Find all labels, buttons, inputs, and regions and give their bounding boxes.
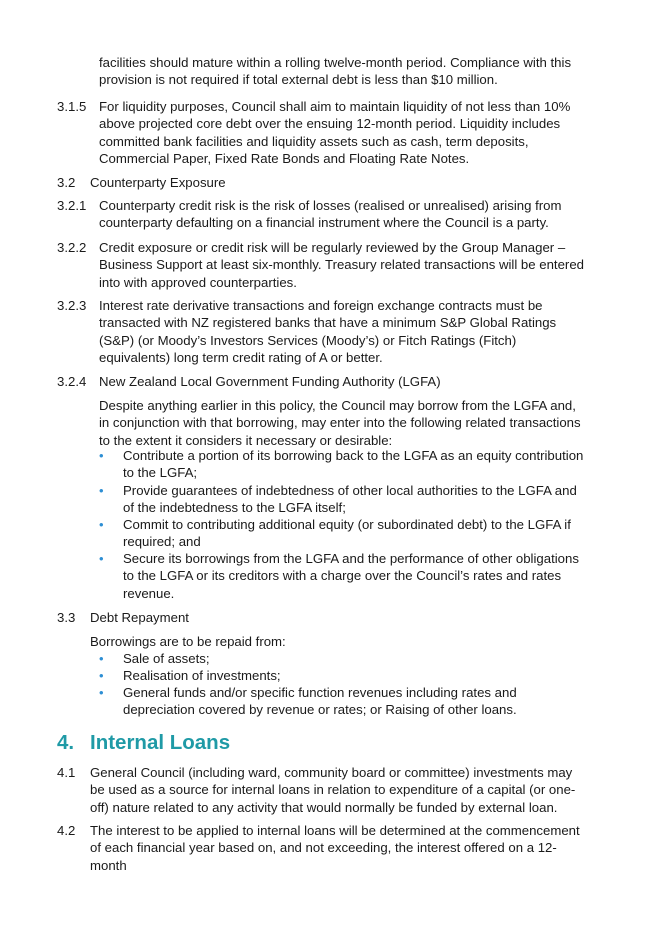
bullet-icon: • <box>99 651 104 666</box>
section-title: Counterparty Exposure <box>90 175 226 190</box>
clause-number: 3.1.5 <box>57 99 87 114</box>
clause-number: 3.2.3 <box>57 298 87 313</box>
paragraph-text: Despite anything earlier in this policy, the Council may borrow from the LGFA and, in conjunction with that borrowing, may enter into the following related transactions to the extent it considers it necessary or desirable: <box>99 398 581 448</box>
clause-text: For liquidity purposes, Council shall aim to maintain liquidity of not less than 10% above projected core debt over the ensuing 12-month period. Liquidity includes committed bank facilities and liquidity assets such as cash, term deposits, Commercial Paper, Fixed Rate Bonds and Floating Rate Notes. <box>99 99 571 167</box>
bullet-text: General funds and/or specific function revenues including rates and depreciation covered by revenue or rates; or Raising of other loans. <box>123 685 517 718</box>
bullet-icon: • <box>99 551 104 566</box>
section-title: Debt Repayment <box>90 610 189 625</box>
clause-text: Credit exposure or credit risk will be regularly reviewed by the Group Manager – Business Support at least six-monthly. Treasury related transactions will be entered into with approved counterparties. <box>99 240 584 290</box>
clause-number: 4.1 <box>57 765 76 780</box>
heading-title: Internal Loans <box>90 731 231 754</box>
clause-number: 3.2.2 <box>57 240 87 255</box>
section-number: 3.2 <box>57 175 76 190</box>
bullet-text: Contribute a portion of its borrowing back to the LGFA as an equity contribution to the LGFA; <box>123 448 584 481</box>
clause-number: 3.2.1 <box>57 198 87 213</box>
clause-text: Interest rate derivative transactions and foreign exchange contracts must be transacted with NZ registered banks that have a minimum S&P Global Ratings (S&P) (or Moody’s Investors Services (Moody’s) or Fitch Ratings (Fitch) equivalents) long term credit rating of A or better. <box>99 298 557 366</box>
bullet-icon: • <box>99 483 104 498</box>
heading-number: 4. <box>57 731 75 754</box>
bullet-text: Realisation of investments; <box>123 668 281 683</box>
clause-text: Counterparty credit risk is the risk of losses (realised or unrealised) arising from counterparty defaulting on a financial instrument where the Council is a party. <box>99 198 562 231</box>
clause-number: 3.2.4 <box>57 374 87 389</box>
clause-text: The interest to be applied to internal loans will be determined at the commencement of each financial year based on, and not exceeding, the interest offered on a 12-month <box>90 823 580 873</box>
section-number: 3.3 <box>57 610 76 625</box>
paragraph-text: Borrowings are to be repaid from: <box>90 634 286 649</box>
bullet-text: Secure its borrowings from the LGFA and the performance of other obligations to the LGFA or its creditors with a charge over the Council’s rates and rates revenue. <box>123 551 579 601</box>
bullet-icon: • <box>99 517 104 532</box>
bullet-text: Sale of assets; <box>123 651 210 666</box>
bullet-text: Commit to contributing additional equity (or subordinated debt) to the LGFA if required; and <box>123 517 571 550</box>
clause-title: New Zealand Local Government Funding Authority (LGFA) <box>99 374 441 389</box>
clause-number: 4.2 <box>57 823 76 838</box>
intro-text: facilities should mature within a rolling twelve-month period. Compliance with this provision is not required if total external debt is less than $10 million. <box>99 55 572 88</box>
bullet-icon: • <box>99 668 104 683</box>
bullet-text: Provide guarantees of indebtedness of other local authorities to the LGFA and of the indebtedness to the LGFA itself; <box>123 483 577 516</box>
clause-text: General Council (including ward, community board or committee) investments may be used as a source for internal loans in relation to expenditure of a capital (or one-off) nature related to any activity that would normally be funded by external loan. <box>90 765 576 815</box>
bullet-icon: • <box>99 685 104 700</box>
bullet-icon: • <box>99 448 104 463</box>
